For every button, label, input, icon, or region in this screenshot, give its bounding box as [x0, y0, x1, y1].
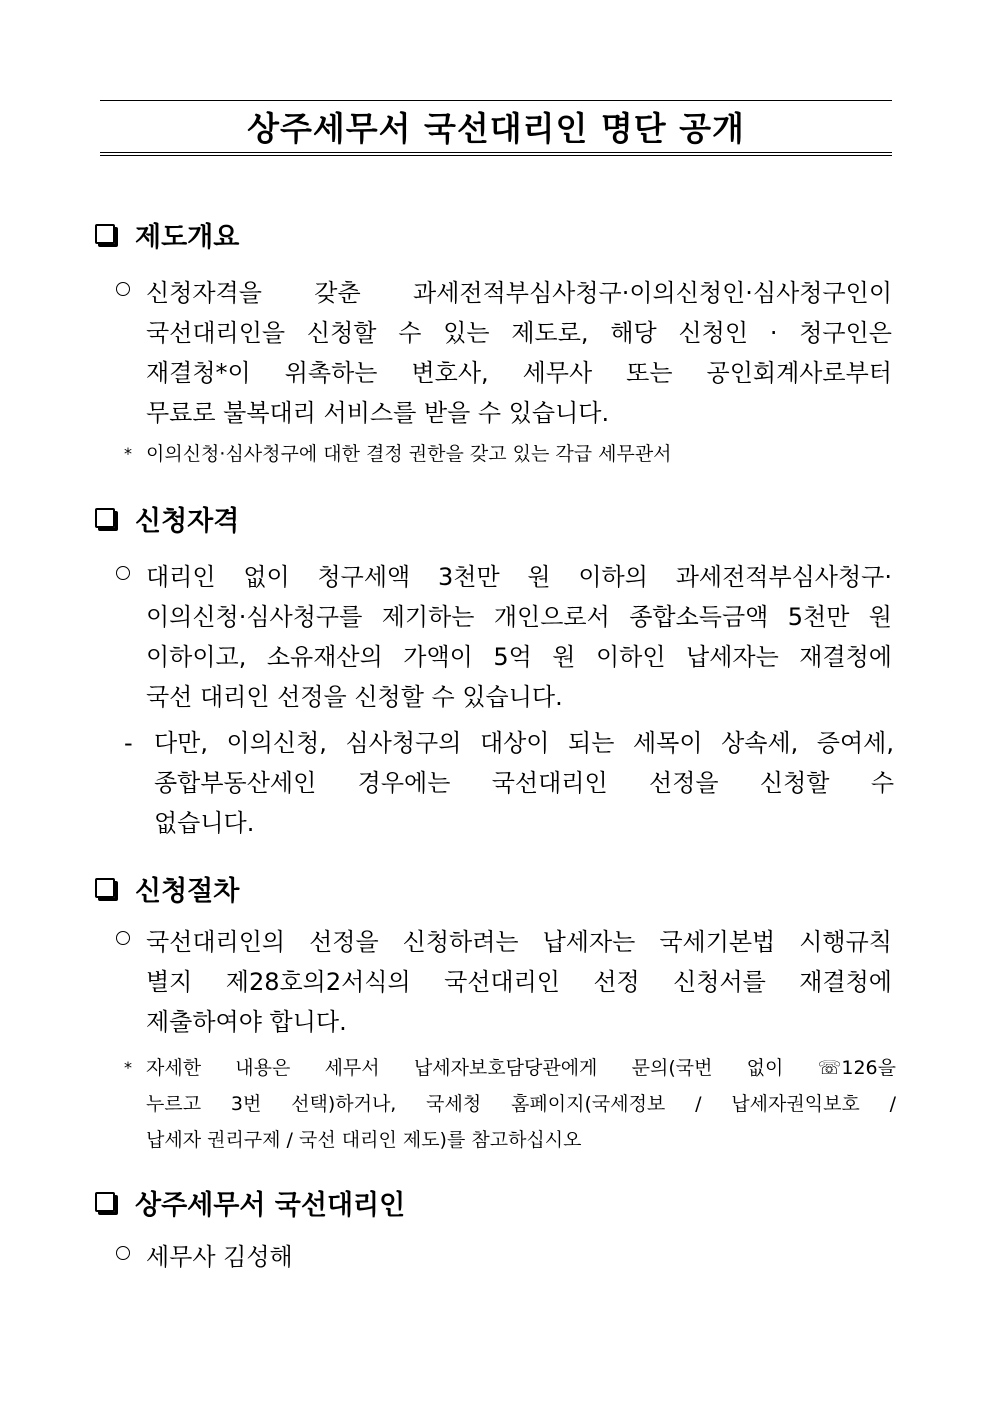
text-line: 이하이고, 소유재산의 가액이 5억 원 이하인 납세자는 재결청에 [146, 643, 892, 671]
text-line: 신청자격을 갖춘 과세전적부심사청구·이의신청인·심사청구인이 [146, 279, 892, 307]
section-title: 신청절차 [135, 875, 240, 907]
section-heading-overview [95, 216, 239, 252]
checkbox-icon [95, 508, 115, 528]
text-line: 이의신청·심사청구를 제기하는 개인으로서 종합소득금액 5천만 원 [146, 603, 892, 631]
text-line: 제출하여야 합니다. [146, 1008, 347, 1036]
checkbox-icon [95, 878, 115, 898]
bullet-text [146, 273, 892, 433]
note-text [146, 436, 896, 472]
title-box [100, 100, 892, 156]
text-line: 종합부동산세인 경우에는 국선대리인 선정을 신청할 수 [154, 769, 894, 797]
dash-eligibility [124, 723, 894, 843]
asterisk-mark: * [124, 1058, 132, 1077]
bullet-text [146, 922, 892, 1042]
note-procedure [124, 1050, 896, 1158]
bullet-representatives [116, 1237, 896, 1277]
checkbox-icon [95, 1192, 115, 1212]
note-line: 자세한 내용은 세무서 납세자보호담당관에게 문의(국번 없이 ☏126을 [146, 1057, 896, 1079]
circle-bullet-icon [116, 931, 130, 945]
representative-name: 세무사 김성해 [146, 1243, 293, 1271]
bullet-text [146, 1237, 896, 1277]
text-line: 다만, 이의신청, 심사청구의 대상이 되는 세목이 상속세, 증여세, [154, 729, 894, 757]
asterisk-mark: * [124, 444, 132, 463]
bullet-procedure [116, 922, 892, 1042]
text-line: 없습니다. [154, 809, 255, 837]
text-line: 국선 대리인 선정을 신청할 수 있습니다. [146, 683, 563, 711]
section-heading-representatives [95, 1184, 405, 1220]
circle-bullet-icon [116, 1246, 130, 1260]
page-title: 상주세무서 국선대리인 명단 공개 [247, 109, 745, 148]
note-line: 납세자 권리구제 / 국선 대리인 제도)를 참고하십시오 [146, 1129, 582, 1151]
dash-mark: - [124, 729, 133, 757]
note-line: 누르고 3번 선택)하거나, 국세청 홈페이지(국세정보 / 납세자권익보호 / [146, 1093, 896, 1115]
section-title: 신청자격 [135, 505, 240, 537]
checkbox-icon [95, 224, 115, 244]
bullet-eligibility [116, 557, 892, 717]
text-line: 국선대리인을 신청할 수 있는 제도로, 해당 신청인 · 청구인은 [146, 319, 892, 347]
text-line: 국선대리인의 선정을 신청하려는 납세자는 국세기본법 시행규칙 [146, 928, 892, 956]
section-title: 상주세무서 국선대리인 [135, 1189, 406, 1221]
bullet-text [146, 557, 892, 717]
note-overview [124, 436, 896, 472]
bullet-overview [116, 273, 892, 433]
circle-bullet-icon [116, 566, 130, 580]
text-line: 대리인 없이 청구세액 3천만 원 이하의 과세전적부심사청구· [146, 563, 892, 591]
note-text [146, 1050, 896, 1158]
circle-bullet-icon [116, 282, 130, 296]
section-heading-eligibility [95, 500, 239, 536]
note-line: 이의신청·심사청구에 대한 결정 권한을 갖고 있는 각급 세무관서 [146, 443, 672, 465]
section-heading-procedure [95, 870, 239, 906]
text-line: 재결청*이 위촉하는 변호사, 세무사 또는 공인회계사로부터 [146, 359, 892, 387]
dash-text [154, 723, 894, 843]
section-title: 제도개요 [135, 221, 240, 253]
text-line: 별지 제28호의2서식의 국선대리인 선정 신청서를 재결청에 [146, 968, 892, 996]
text-line: 무료로 불복대리 서비스를 받을 수 있습니다. [146, 399, 610, 427]
